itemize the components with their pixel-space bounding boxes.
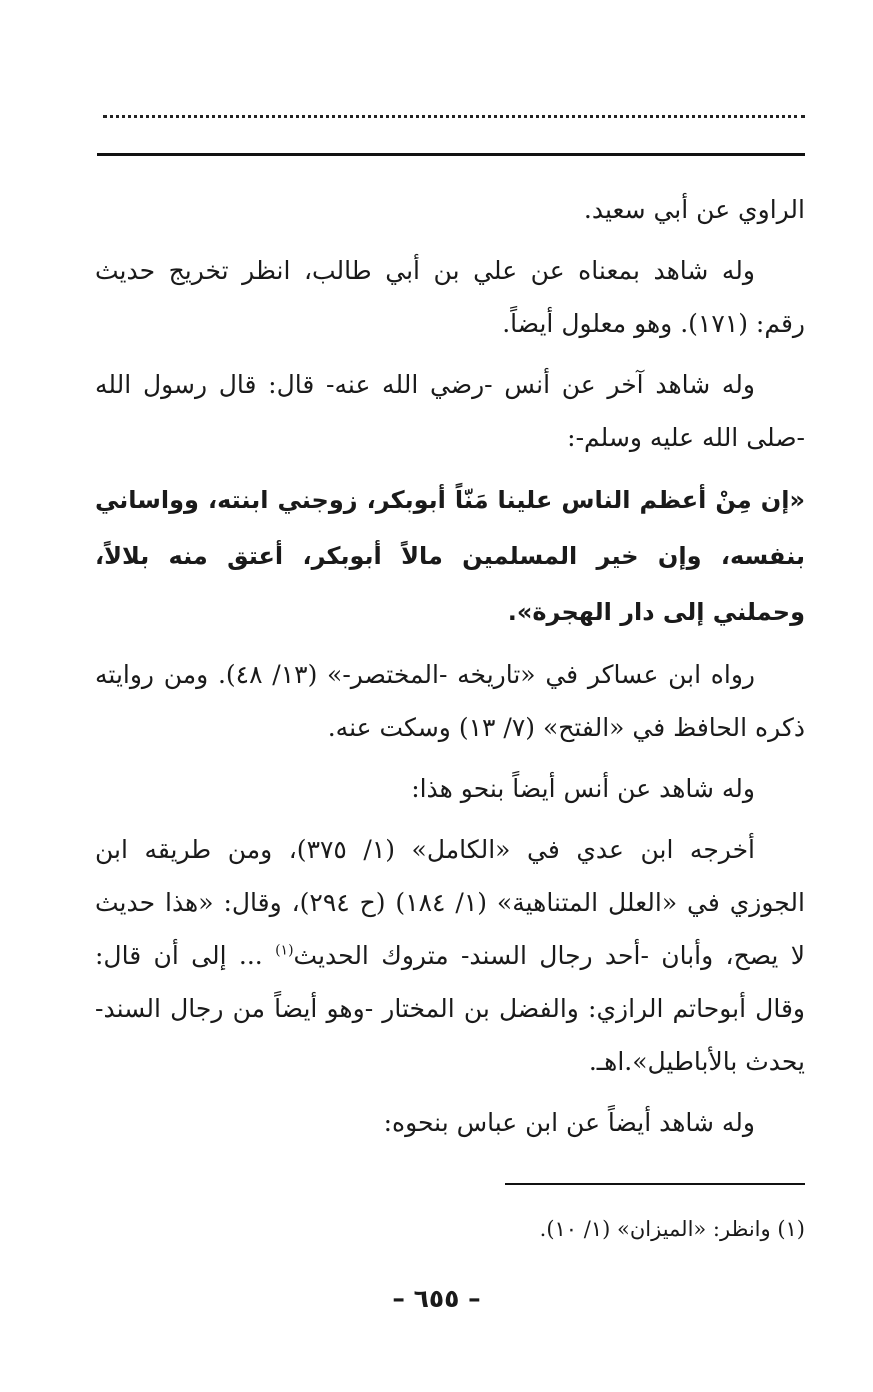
paragraph-1: الراوي عن أبي سعيد. [583, 195, 805, 224]
footnote-separator [505, 1183, 805, 1185]
page-number: – ٦٥٥ – [392, 1284, 481, 1313]
header-solid-rule [97, 153, 805, 156]
paragraph-8: وله شاهد أيضاً عن ابن عباس بنحوه: [383, 1108, 755, 1137]
footnote-marker[interactable]: (١) [275, 942, 294, 959]
paragraph-2: وله شاهد بمعناه عن علي بن أبي طالب، انظر تخريج حديث رقم: (١٧١). وهو معلول أيضاً. [95, 256, 805, 338]
paragraph-6: وله شاهد عن أنس أيضاً بنحو هذا: [411, 774, 755, 803]
main-text [95, 183, 805, 1157]
paragraph-3: وله شاهد آخر عن أنس -رضي الله عنه- قال: قال رسول الله -صلى الله عليه وسلم-: [95, 370, 805, 452]
paragraph-7 [95, 823, 805, 1088]
footnote-1: (١) وانظر: «الميزان» (١/ ١٠). [539, 1217, 805, 1241]
paragraph-7-part-1: أخرجه ابن عدي في «الكامل» (١/ ٣٧٥)، ومن طريقه ابن الجوزي في «العلل المتناهية» (١/ ١٨٤) (ح ٢٩٤)، وقال: «هذا حديث لا يصح، وأبان -أحد رجال السند- متروك الحديث [95, 835, 805, 970]
hadith-quote: «إن مِنْ أعظم الناس علينا مَنّاً أبوبكر، زوجني ابنته، وواساني بنفسه، وإن خير المسلمين مالاً أبوبكر، أعتق منه بلالاً، وحملني إلى دار الهجرة». [95, 486, 805, 626]
header-dotted-rule [103, 115, 805, 118]
paragraph-5: رواه ابن عساكر في «تاريخه -المختصر-» (١٣/ ٤٨). ومن روايته ذكره الحافظ في «الفتح» (٧/ ١٣) وسكت عنه. [95, 660, 805, 742]
paragraph-7-part-2: ... إلى أن قال: وقال أبوحاتم الرازي: والفضل بن المختار -وهو أيضاً من رجال السند- يحدث بالأباطيل».اهـ. [95, 941, 805, 1076]
